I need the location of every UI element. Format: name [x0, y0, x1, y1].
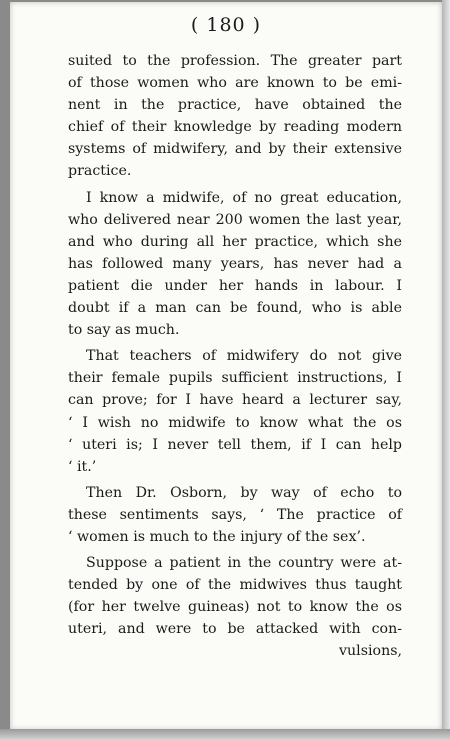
text-line: practice. — [68, 163, 132, 180]
text-line: ‘ women is much to the injury of the sex’. — [68, 528, 366, 545]
text-line: nent in the practice, have obtained the — [68, 97, 402, 114]
page-edge-shadow — [442, 0, 450, 739]
text-line: ‘ uteri is; I never tell them, if I can help — [68, 436, 402, 453]
text-line: and who during all her practice, which she — [68, 233, 402, 250]
text-line: their female pupils sufficient instructions, I — [68, 370, 402, 387]
text-line: uteri, and were to be attacked with con- — [68, 621, 402, 638]
text-line: patient die under her hands in labour. I — [68, 277, 402, 294]
paragraph-3 — [68, 345, 402, 478]
book-page — [10, 2, 442, 730]
paragraph-5 — [68, 552, 402, 662]
page-number: ( 180 ) — [190, 14, 262, 36]
text-line: to say as much. — [68, 322, 180, 339]
text-line: suited to the profession. The greater part — [68, 53, 402, 69]
catchword: vulsions, — [339, 643, 402, 660]
text-line: systems of midwifery, and by their extensive — [68, 141, 402, 158]
text-line: ‘ I wish no midwife to know what the os — [68, 414, 402, 431]
text-line: I know a midwife, of no great education, — [86, 189, 402, 206]
text-line: chief of their knowledge by reading modern — [68, 119, 402, 136]
paragraph-4 — [68, 482, 402, 548]
text-line: That teachers of midwifery do not give — [86, 348, 402, 365]
text-line: can prove; for I have heard a lecturer say, — [68, 392, 402, 409]
text-line: ‘ it.’ — [68, 458, 97, 475]
paragraph-2 — [68, 187, 402, 342]
page-bottom-shadow — [0, 729, 450, 739]
text-line: tended by one of the midwives thus taught — [68, 577, 402, 594]
text-line: these sentiments says, ‘ The practice of — [68, 506, 402, 523]
text-line: Then Dr. Osborn, by way of echo to — [86, 484, 402, 501]
body-text — [68, 50, 402, 663]
text-line: Suppose a patient in the country were at- — [86, 555, 402, 572]
text-line: of those women who are known to be emi- — [68, 75, 402, 92]
text-line: doubt if a man can be found, who is able — [68, 300, 402, 317]
text-line: has followed many years, has never had a — [68, 255, 402, 272]
paragraph-1 — [68, 50, 402, 183]
text-line: who delivered near 200 women the last year, — [68, 211, 402, 228]
text-line: (for her twelve guineas) not to know the os — [68, 599, 402, 616]
